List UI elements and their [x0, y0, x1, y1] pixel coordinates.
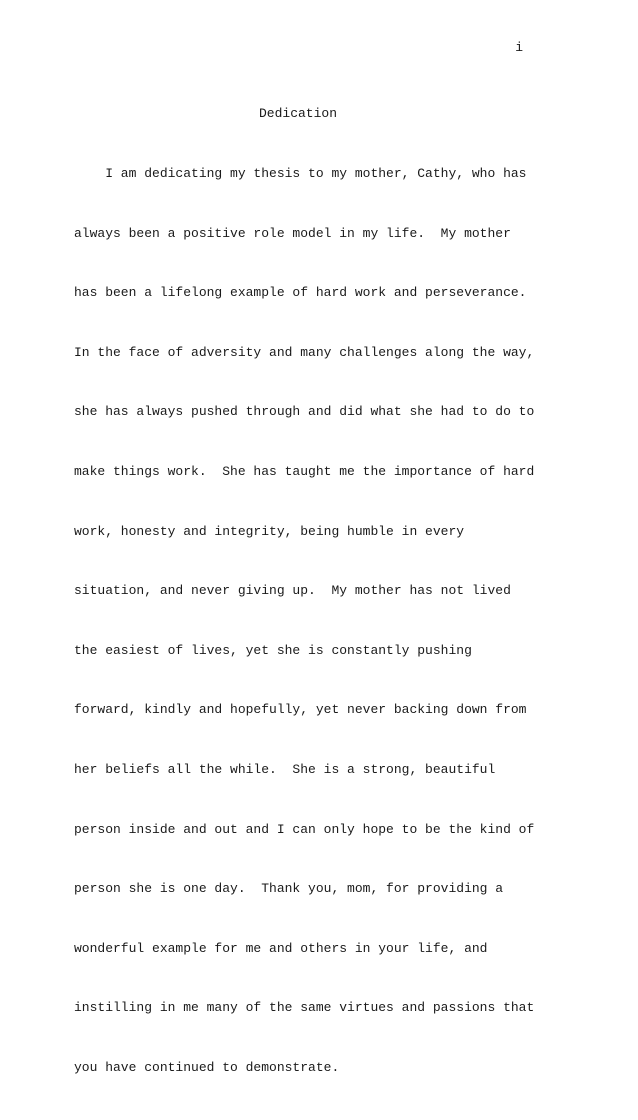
paragraph-line: instilling in me many of the same virtues and passions that: [74, 1000, 535, 1016]
paragraph-line: always been a positive role model in my life. My mother: [74, 225, 511, 241]
paragraph-line: you have continued to demonstrate.: [74, 1059, 340, 1075]
paragraph-line: wonderful example for me and others in your life, and: [74, 940, 488, 956]
paragraph-line: her beliefs all the while. She is a strong, beautiful: [74, 761, 496, 777]
page-number: i: [515, 40, 523, 55]
paragraph-line: make things work. She has taught me the importance of hard: [74, 463, 535, 479]
paragraph-line: situation, and never giving up. My mother has not lived: [74, 583, 511, 599]
paragraph-line: I am dedicating my thesis to my mother, Cathy, who has: [74, 166, 527, 181]
paragraph-line: work, honesty and integrity, being humble in every: [74, 523, 465, 539]
paragraph-line: forward, kindly and hopefully, yet never backing down from: [74, 702, 527, 718]
dedication-paragraph: [74, 134, 534, 1120]
paragraph-line: the easiest of lives, yet she is constantly pushing: [74, 642, 472, 658]
paragraph-line: she has always pushed through and did what she had to do to: [74, 404, 535, 420]
paragraph-line: In the face of adversity and many challenges along the way,: [74, 344, 535, 360]
paragraph-line: person inside and out and I can only hope to be the kind of: [74, 821, 535, 837]
page-title: Dedication: [258, 106, 337, 121]
paragraph-line: has been a lifelong example of hard work and perseverance.: [74, 285, 527, 301]
paragraph-line: person she is one day. Thank you, mom, for providing a: [74, 881, 504, 897]
